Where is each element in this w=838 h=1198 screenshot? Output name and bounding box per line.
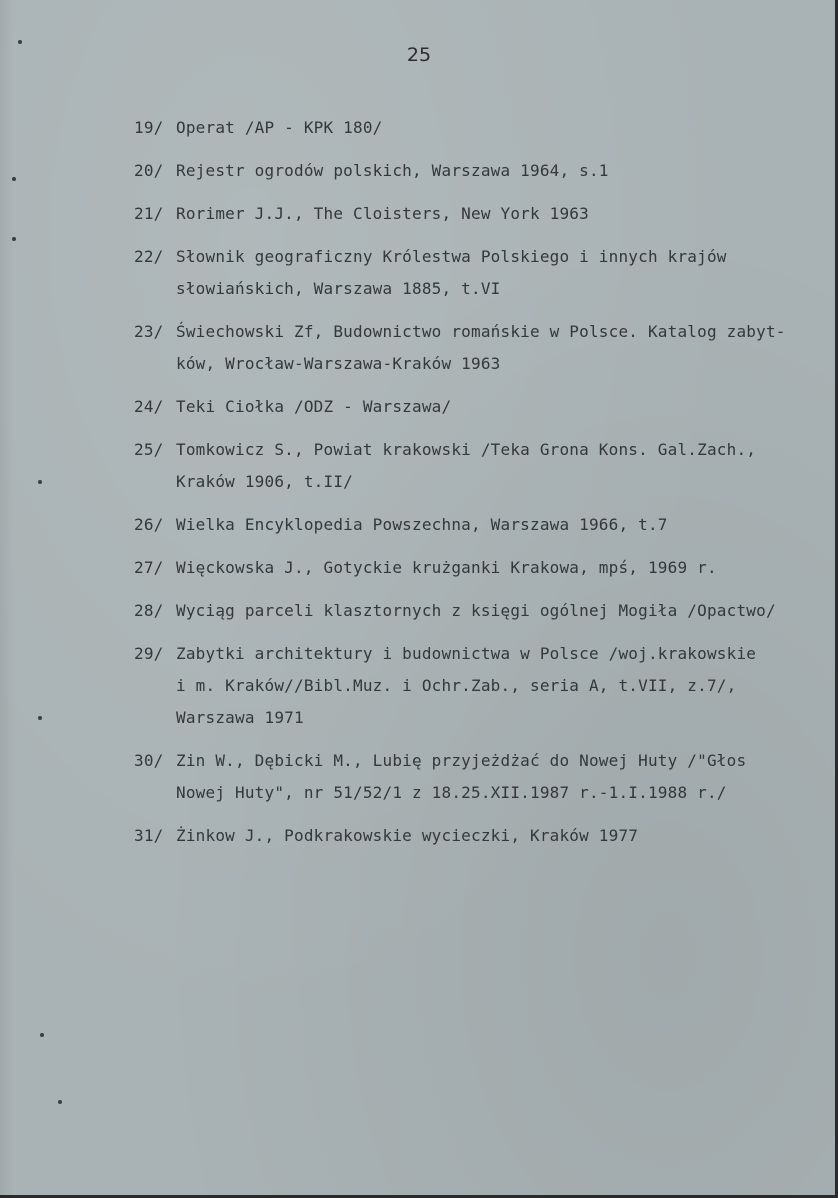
bibliography-entry bbox=[134, 638, 814, 734]
entry-number: 22/ bbox=[134, 247, 164, 266]
entry-line bbox=[134, 595, 814, 627]
entry-text: Warszawa 1971 bbox=[176, 708, 304, 727]
bibliography-entry bbox=[134, 391, 814, 423]
bibliography-entry bbox=[134, 509, 814, 541]
entry-text: Nowej Huty", nr 51/52/1 z 18.25.XII.1987 r.-1.I.1988 r./ bbox=[176, 783, 727, 802]
entry-line bbox=[134, 348, 814, 380]
entry-text: Rorimer J.J., The Cloisters, New York 1963 bbox=[176, 204, 589, 223]
bibliography-entry bbox=[134, 112, 814, 144]
entry-line bbox=[134, 745, 814, 777]
bibliography-entry bbox=[134, 820, 814, 852]
entry-text: ków, Wrocław-Warszawa-Kraków 1963 bbox=[176, 354, 501, 373]
punch-mark bbox=[12, 177, 16, 181]
punch-mark bbox=[38, 480, 42, 484]
entry-number: 26/ bbox=[134, 515, 164, 534]
entry-line bbox=[134, 552, 814, 584]
bibliography-list bbox=[134, 112, 814, 852]
entry-text: Wielka Encyklopedia Powszechna, Warszawa 1966, t.7 bbox=[176, 515, 668, 534]
bibliography-entry bbox=[134, 552, 814, 584]
entry-text: Operat /AP - KPK 180/ bbox=[176, 118, 383, 137]
entry-text: Wyciąg parceli klasztornych z księgi ogólnej Mogiła /Opactwo/ bbox=[176, 601, 776, 620]
entry-text: słowiańskich, Warszawa 1885, t.VI bbox=[176, 279, 501, 298]
entry-number: 19/ bbox=[134, 118, 164, 137]
entry-number: 30/ bbox=[134, 751, 164, 770]
bibliography-entry bbox=[134, 434, 814, 498]
entry-text: Rejestr ogrodów polskich, Warszawa 1964, s.1 bbox=[176, 161, 609, 180]
entry-line bbox=[134, 112, 814, 144]
punch-mark bbox=[38, 716, 42, 720]
entry-line bbox=[134, 638, 814, 670]
entry-line bbox=[134, 702, 814, 734]
entry-line bbox=[134, 391, 814, 423]
entry-line bbox=[134, 316, 814, 348]
entry-text: Tomkowicz S., Powiat krakowski /Teka Grona Kons. Gal.Zach., bbox=[176, 440, 757, 459]
entry-number: 24/ bbox=[134, 397, 164, 416]
punch-mark bbox=[40, 1033, 44, 1037]
page-number: 25 bbox=[406, 44, 432, 66]
punch-mark bbox=[12, 237, 16, 241]
entry-line bbox=[134, 198, 814, 230]
bibliography-entry bbox=[134, 316, 814, 380]
entry-line bbox=[134, 273, 814, 305]
bibliography-entry bbox=[134, 155, 814, 187]
entry-line bbox=[134, 434, 814, 466]
entry-text: i m. Kraków//Bibl.Muz. i Ochr.Zab., seria A, t.VII, z.7/, bbox=[176, 676, 737, 695]
bibliography-entry bbox=[134, 745, 814, 809]
entry-number: 27/ bbox=[134, 558, 164, 577]
entry-number: 31/ bbox=[134, 826, 164, 845]
entry-text: Świechowski Zf, Budownictwo romańskie w Polsce. Katalog zabyt- bbox=[176, 322, 786, 341]
entry-text: Więckowska J., Gotyckie krużganki Krakowa, mpś, 1969 r. bbox=[176, 558, 717, 577]
entry-line bbox=[134, 466, 814, 498]
entry-line bbox=[134, 777, 814, 809]
entry-text: Kraków 1906, t.II/ bbox=[176, 472, 353, 491]
entry-number: 21/ bbox=[134, 204, 164, 223]
entry-line bbox=[134, 155, 814, 187]
entry-text: Żinkow J., Podkrakowskie wycieczki, Kraków 1977 bbox=[176, 826, 639, 845]
entry-line bbox=[134, 241, 814, 273]
entry-number: 20/ bbox=[134, 161, 164, 180]
entry-number: 29/ bbox=[134, 644, 164, 663]
entry-line bbox=[134, 820, 814, 852]
bibliography-entry bbox=[134, 241, 814, 305]
entry-text: Zabytki architektury i budownictwa w Polsce /woj.krakowskie bbox=[176, 644, 757, 663]
punch-mark bbox=[18, 40, 22, 44]
entry-text: Zin W., Dębicki M., Lubię przyjeżdżać do Nowej Huty /"Głos bbox=[176, 751, 747, 770]
entry-text: Słownik geograficzny Królestwa Polskiego i innych krajów bbox=[176, 247, 727, 266]
entry-number: 25/ bbox=[134, 440, 164, 459]
bibliography-entry bbox=[134, 198, 814, 230]
entry-line bbox=[134, 509, 814, 541]
bibliography-entry bbox=[134, 595, 814, 627]
entry-number: 23/ bbox=[134, 322, 164, 341]
punch-mark bbox=[58, 1100, 62, 1104]
entry-number: 28/ bbox=[134, 601, 164, 620]
entry-line bbox=[134, 670, 814, 702]
entry-text: Teki Ciołka /ODZ - Warszawa/ bbox=[176, 397, 452, 416]
